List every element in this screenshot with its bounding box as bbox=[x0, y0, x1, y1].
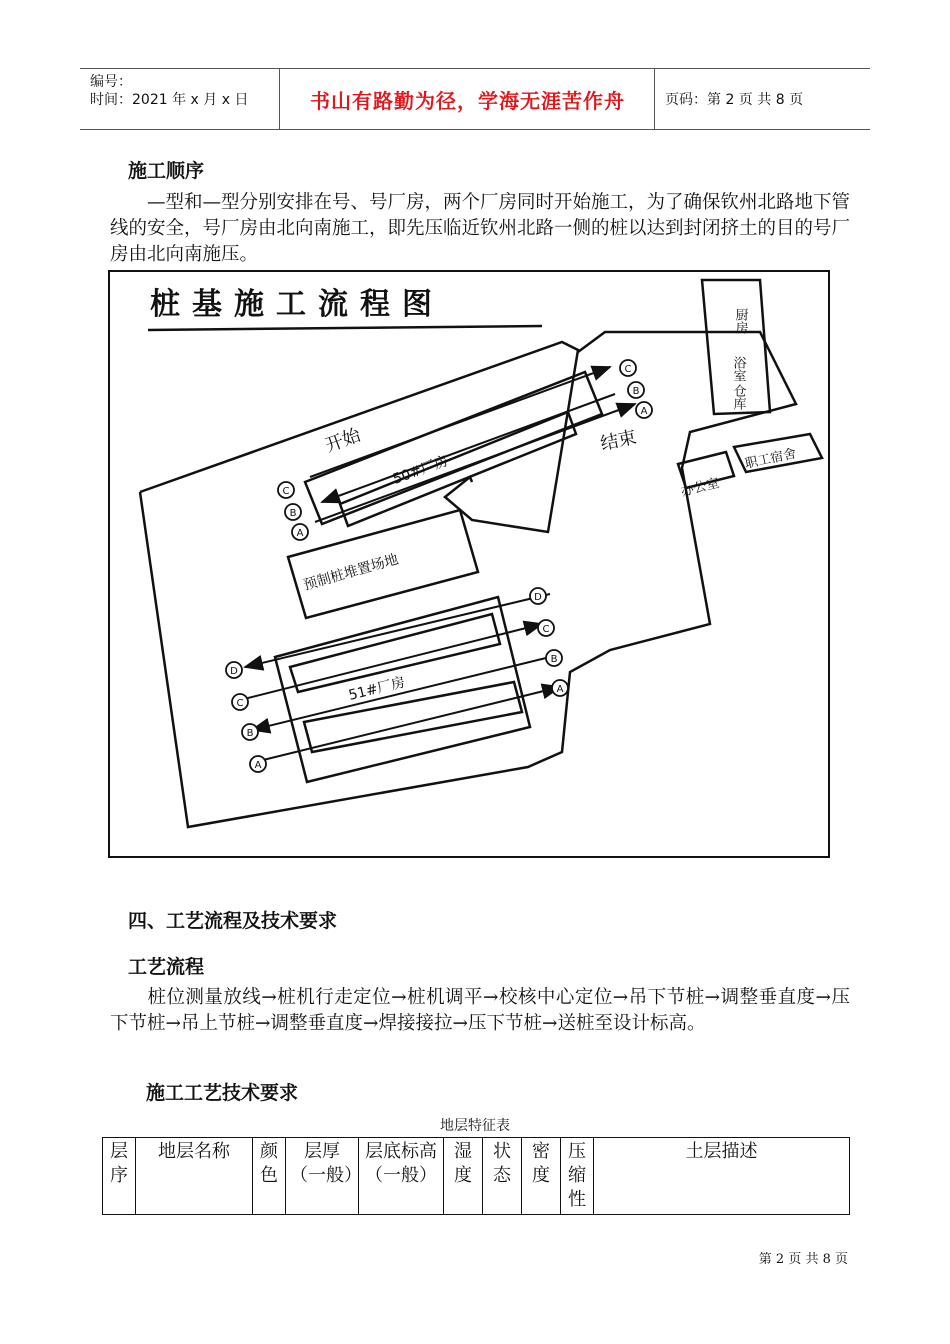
axis-label-b-51l: B bbox=[246, 728, 254, 739]
axis-label-a-51l: A bbox=[254, 760, 262, 771]
col-density: 密度 bbox=[522, 1138, 561, 1215]
paragraph-construction-order bbox=[110, 190, 850, 268]
page-header bbox=[80, 68, 870, 130]
heading-process-flow: 工艺流程 bbox=[128, 956, 205, 978]
axis-label-d-51r: D bbox=[534, 592, 542, 603]
axis-label-b-right: B bbox=[632, 386, 640, 397]
col-description: 土层描述 bbox=[594, 1138, 850, 1215]
axis-label-a-right: A bbox=[640, 406, 648, 417]
label-worker-dorm: 职工宿舍 bbox=[743, 446, 798, 472]
paragraph-process-flow bbox=[110, 985, 850, 1037]
col-layer-name: 地层名称 bbox=[136, 1138, 253, 1215]
diagram-title: 桩基施工流程图 bbox=[150, 287, 444, 322]
label-building-51: 51#厂房 bbox=[347, 674, 407, 704]
col-layer-order: 层序 bbox=[103, 1138, 136, 1215]
axis-label-a-top: A bbox=[296, 528, 304, 539]
table-header-row bbox=[103, 1138, 850, 1215]
title-underline bbox=[148, 326, 542, 330]
col-bottom-elevation: 层底标高（一般） bbox=[359, 1138, 444, 1215]
col-thickness: 层厚（一般） bbox=[286, 1138, 359, 1215]
col-state: 状态 bbox=[483, 1138, 522, 1215]
header-meta bbox=[80, 69, 280, 129]
label-building-50: 50#厂房 bbox=[390, 453, 451, 488]
label-kitchen: 厨房 bbox=[732, 308, 748, 334]
axis-label-d-51l: D bbox=[230, 666, 238, 677]
col-color: 颜色 bbox=[253, 1138, 286, 1215]
number-label: 编号： bbox=[90, 74, 132, 90]
date-label: 时间：2021 年 x 月 x 日 bbox=[90, 92, 249, 108]
table-caption: 地层特征表 bbox=[440, 1118, 510, 1134]
label-start: 开始 bbox=[322, 424, 364, 457]
axis-label-b-top: B bbox=[289, 508, 297, 519]
axis-label-b-51r: B bbox=[550, 654, 558, 665]
strata-table bbox=[102, 1137, 850, 1215]
paragraph-construction-order-text: —型和—型分别安排在号、号厂房，两个厂房同时开始施工，为了确保钦州北路地下管线的安全，号厂房由北向南施工，即先压临近钦州北路一侧的桩以达到封闭挤土的目的号厂房由北向南施压。 bbox=[110, 192, 851, 265]
col-humidity: 湿度 bbox=[444, 1138, 483, 1215]
header-motto: 书山有路勤为径，学海无涯苦作舟 bbox=[281, 69, 655, 129]
col-compressibility: 压缩性 bbox=[561, 1138, 594, 1215]
axis-label-c-51r: C bbox=[542, 624, 550, 635]
diagram-canvas bbox=[110, 272, 832, 860]
heading-tech-requirements: 施工工艺技术要求 bbox=[146, 1082, 299, 1104]
page-footer: 第 2 页 共 8 页 bbox=[758, 1252, 848, 1267]
label-precast-yard: 预制桩堆置场地 bbox=[301, 551, 401, 594]
axis-label-c-right: C bbox=[624, 364, 632, 375]
axis-label-c-top: C bbox=[282, 486, 290, 497]
heading-construction-order: 施工顺序 bbox=[128, 160, 205, 182]
paragraph-process-flow-text: 桩位测量放线→桩机行走定位→桩机调平→校核中心定位→吊下节桩→调整垂直度→压下节桩→吊上节桩→调整垂直度→焊接接拉→压下节桩→送桩至设计标高。 bbox=[110, 987, 850, 1034]
label-office: 办公室 bbox=[679, 475, 721, 500]
heading-process-requirements: 四、工艺流程及技术要求 bbox=[128, 910, 338, 932]
label-warehouse: 仓库 bbox=[730, 384, 746, 410]
axis-label-c-51l: C bbox=[236, 698, 244, 709]
pile-flow-diagram bbox=[108, 270, 830, 858]
site-outline-right bbox=[140, 332, 796, 827]
label-bathroom: 浴室 bbox=[730, 356, 746, 382]
axis-label-a-51r: A bbox=[556, 684, 564, 695]
header-page-number: 页码：第 2 页 共 8 页 bbox=[665, 92, 804, 108]
label-end: 结束 bbox=[598, 426, 639, 455]
